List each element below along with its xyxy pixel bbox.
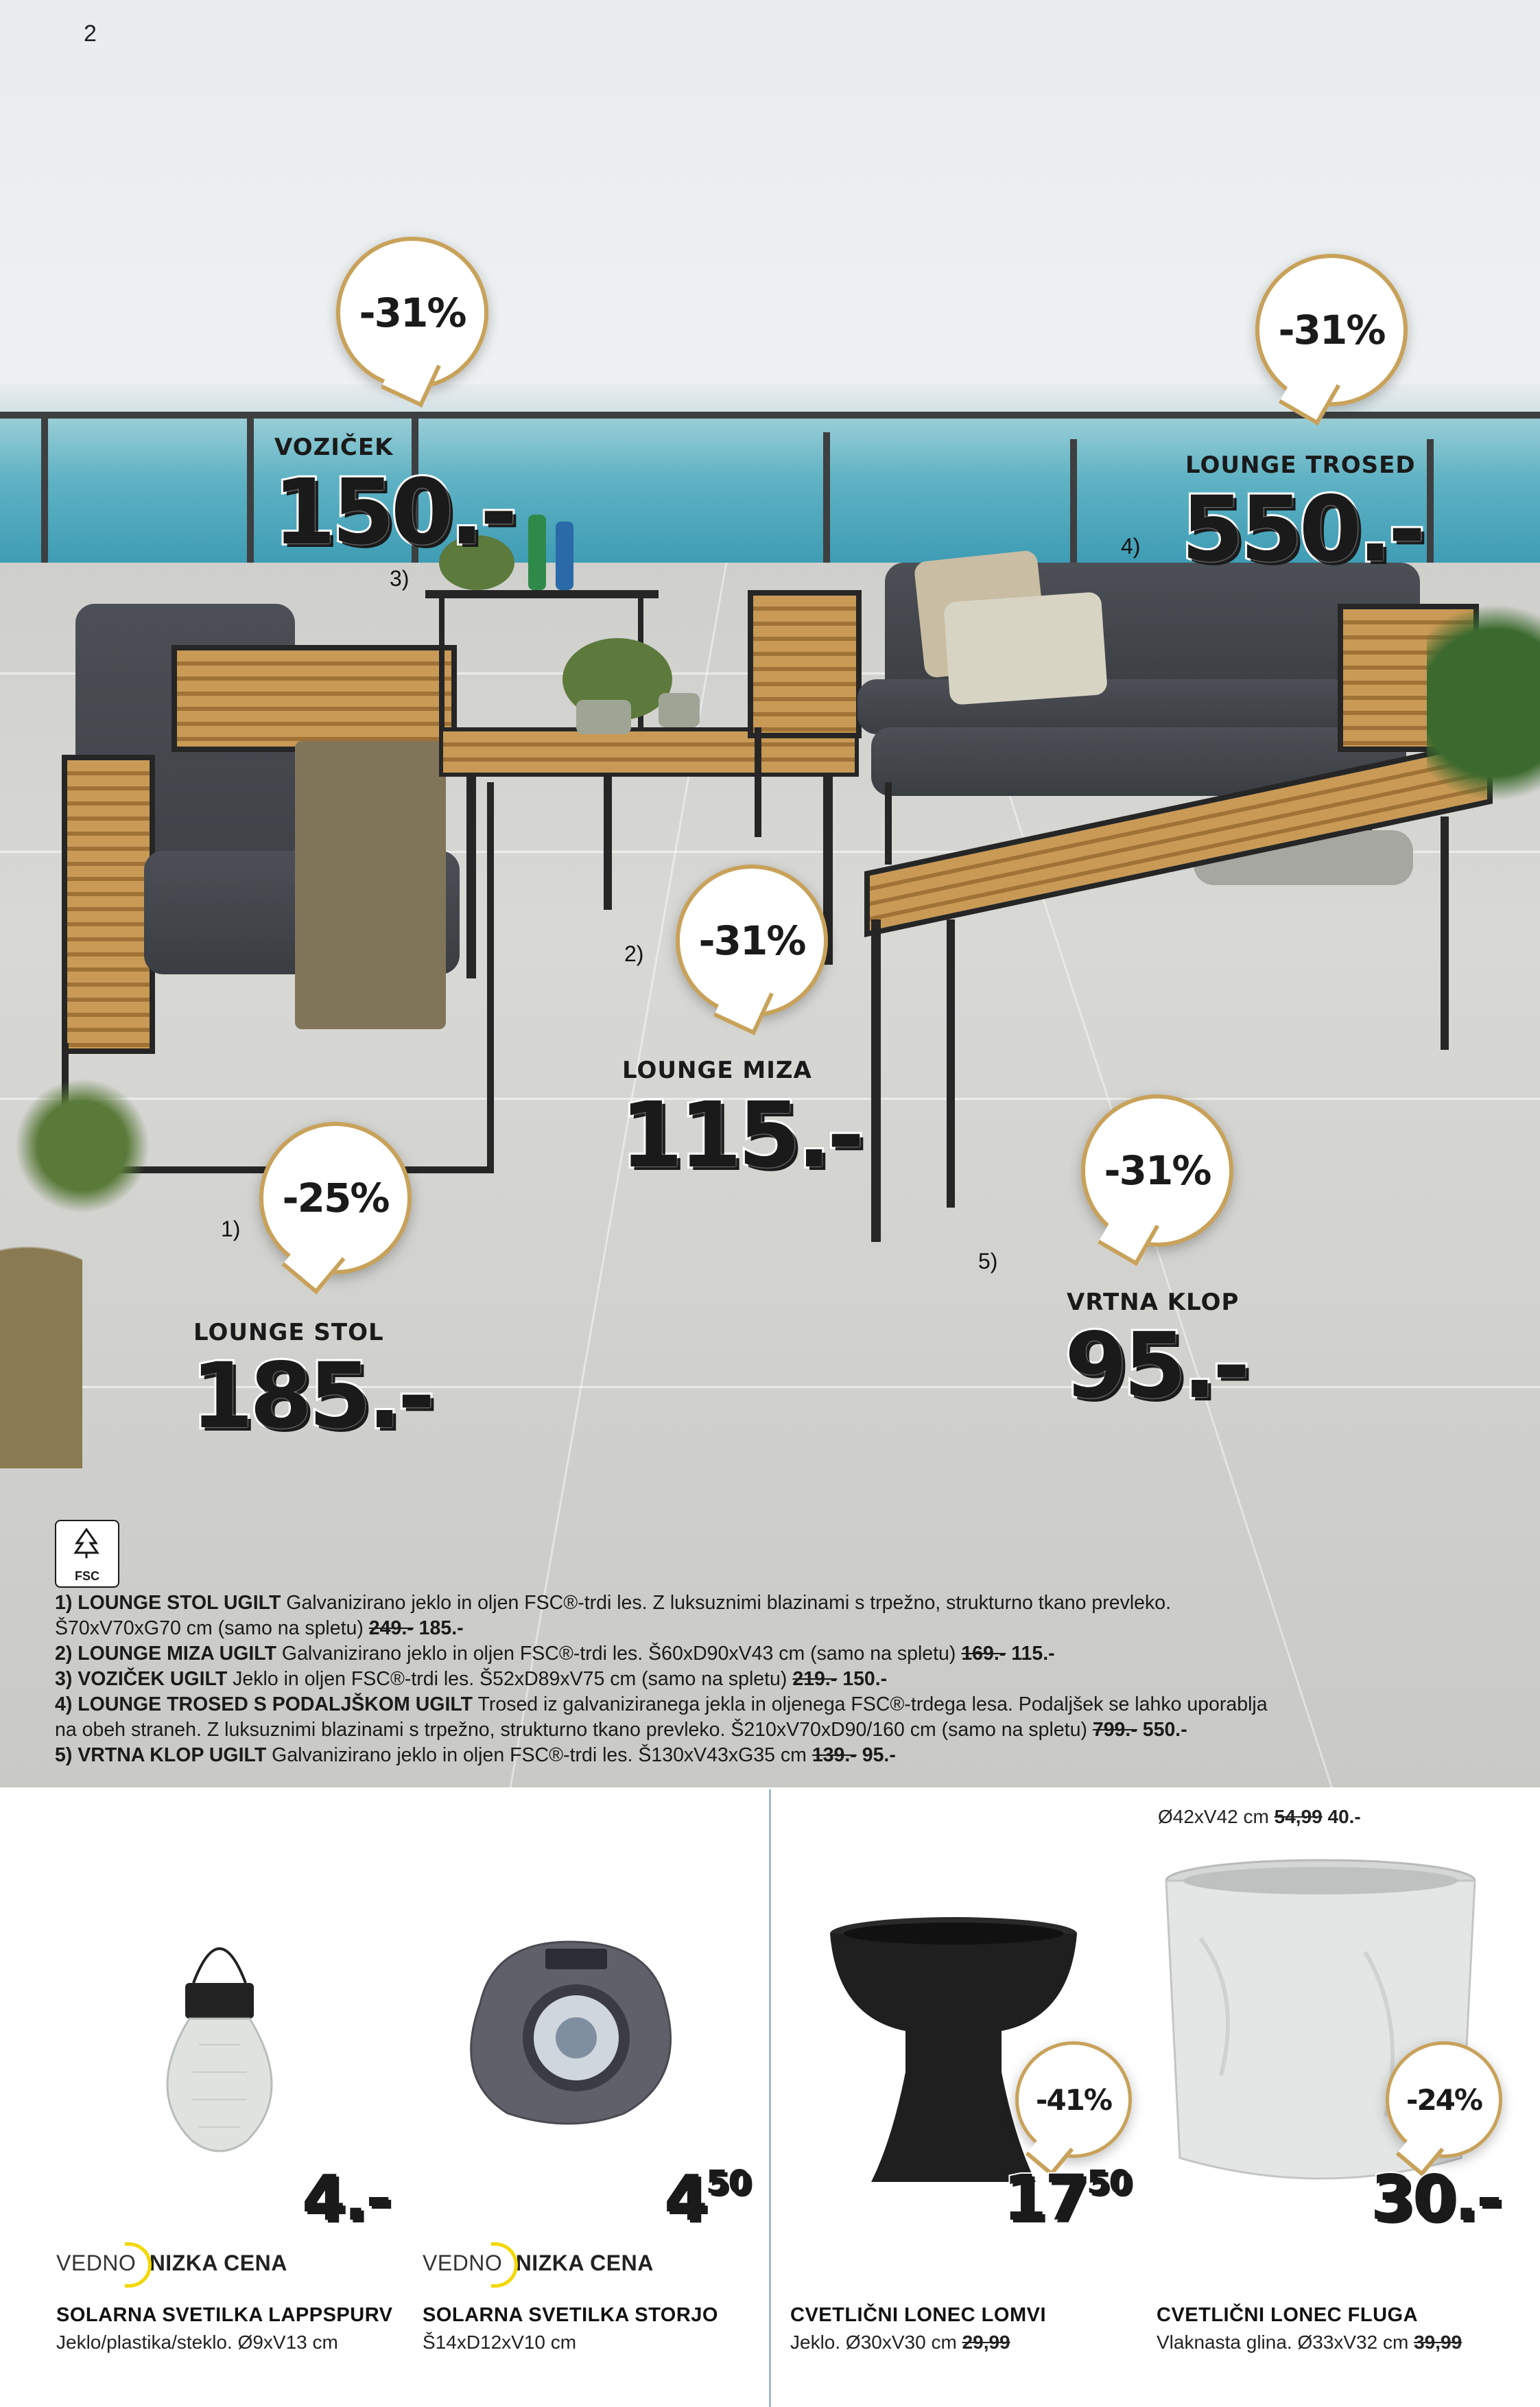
product-name-lappspurv: SOLARNA SVETILKA LAPPSPURV	[56, 2304, 393, 2326]
railing-post	[1427, 439, 1434, 570]
railing-post	[823, 432, 830, 570]
potted-plant-right	[1427, 604, 1540, 851]
desc-line: Š70xV70xG70 cm (samo na spletu) 249.- 185.-	[55, 1617, 464, 1639]
railing-post	[1070, 439, 1077, 570]
discount-badge-lomvi: -41%	[1015, 2041, 1132, 2158]
marker-5: 5)	[978, 1249, 998, 1273]
product-name-vozicek: VOZIČEK	[274, 434, 394, 461]
page-number: 2	[84, 21, 97, 47]
product-name-vrtna-klop: VRTNA KLOP	[1067, 1289, 1240, 1316]
marker-1: 1)	[221, 1217, 241, 1241]
product-name-storjo: SOLARNA SVETILKA STORJO	[423, 2304, 718, 2326]
product-name-lomvi: CVETLIČNI LONEC LOMVI	[790, 2304, 1046, 2326]
marker-3: 3)	[390, 566, 410, 591]
railing-post	[41, 412, 48, 570]
product-desc-lappspurv: Jeklo/plastika/steklo. Ø9xV13 cm	[56, 2332, 338, 2353]
price-lounge-miza: 115.-	[620, 1083, 861, 1188]
leafy-plant-left	[0, 1070, 165, 1221]
price-lounge-trosed: 550.-	[1181, 477, 1422, 583]
price-lounge-stol: 185.-	[191, 1343, 431, 1449]
price-vrtna-klop: 95.-	[1065, 1313, 1246, 1419]
product-name-fluga: CVETLIČNI LONEC FLUGA	[1157, 2304, 1419, 2326]
desc-line: 4) LOUNGE TROSED S PODALJŠKOM UGILT Trosed iz galvaniziranega jekla in oljenega FSC®-trdega lesa. Podaljšek se lahko uporablja	[55, 1693, 1268, 1715]
price-vozicek: 150.-	[273, 460, 514, 565]
desc-line: 5) VRTNA KLOP UGILT Galvanizirano jeklo in oljen FSC®-trdi les. Š130xV43xG35 cm 139.- 95.-	[55, 1744, 896, 1766]
marker-4: 4)	[1121, 534, 1141, 559]
desc-line: 1) LOUNGE STOL UGILT Galvanizirano jeklo in oljen FSC®-trdi les. Z luksuznimi blazinami s trpežno, strukturno tkano prevleko.	[55, 1592, 1172, 1614]
price-fluga: 30.-	[1371, 2161, 1501, 2235]
desc-line: na obeh straneh. Z luksuznimi blazinami s trpežno, strukturno tkano prevleko. Š210xV70xD90/160 cm (samo na spletu) 799.- 550.-	[55, 1719, 1187, 1741]
discount-badge-lounge-stol: -25%	[259, 1122, 412, 1274]
fsc-logo: FSC	[55, 1520, 119, 1588]
vedno-nizka-cena-logo: VEDNO NIZKA CENA	[56, 2251, 287, 2276]
price-lomvi: $17^{50}$	[1003, 2161, 1131, 2235]
desc-line: 2) LOUNGE MIZA UGILT Galvanizirano jeklo in oljen FSC®-trdi les. Š60xD90xV43 cm (samo na spletu) 169.- 115.-	[55, 1643, 1055, 1665]
price-storjo: $4^{50}$	[664, 2161, 750, 2235]
product-desc-storjo: Š14xD12xV10 cm	[423, 2332, 577, 2353]
tree-icon	[73, 1528, 100, 1558]
solar-lantern-image	[151, 1914, 288, 2175]
discount-badge-fluga: -24%	[1386, 2041, 1502, 2158]
discount-badge-lounge-miza: -31%	[676, 865, 828, 1017]
column-divider	[769, 1789, 771, 2407]
discount-badge-vrtna-klop: -31%	[1081, 1094, 1233, 1247]
product-name-lounge-trosed: LOUNGE TROSED	[1185, 451, 1416, 479]
solar-rock-lamp-image	[453, 1928, 686, 2134]
railing-post	[247, 412, 254, 570]
vedno-nizka-cena-logo: VEDNO NIZKA CENA	[423, 2251, 654, 2276]
desc-line: 3) VOZIČEK UGILT Jeklo in oljen FSC®-trdi les. Š52xD89xV75 cm (samo na spletu) 219.- 150.-	[55, 1668, 888, 1690]
product-desc-lomvi: Jeklo. Ø30xV30 cm 29,99	[790, 2332, 1010, 2353]
size-note: Ø42xV42 cm 54,99 40.-	[1158, 1806, 1361, 1827]
price-lappspurv: 4.-	[302, 2161, 390, 2235]
product-name-lounge-miza: LOUNGE MIZA	[622, 1057, 812, 1084]
marker-2: 2)	[624, 941, 644, 966]
discount-badge-lounge-trosed: -31%	[1255, 254, 1408, 406]
product-desc-fluga: Vlaknasta glina. Ø33xV32 cm 39,99	[1157, 2332, 1462, 2353]
product-descriptions	[55, 1590, 1482, 1768]
discount-badge-vozicek: -31%	[336, 237, 488, 389]
product-name-lounge-stol: LOUNGE STOL	[193, 1319, 384, 1346]
